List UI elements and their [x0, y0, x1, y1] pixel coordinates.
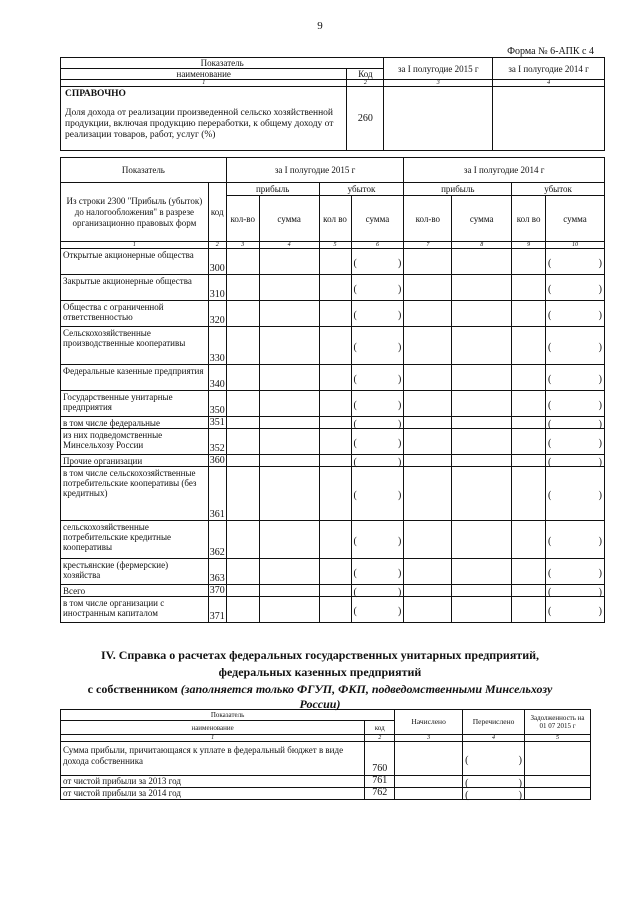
idx-cell: 3 — [226, 242, 259, 249]
open-paren: ( — [548, 437, 552, 449]
reference-cell — [61, 87, 347, 151]
value-cell[interactable] — [259, 327, 319, 365]
row-label: от чистой прибыли за 2013 год — [61, 776, 365, 788]
value-cell[interactable] — [452, 597, 512, 623]
loss-sum-cell[interactable] — [546, 417, 605, 429]
value-cell[interactable] — [226, 365, 259, 391]
form-label: Форма № 6-АПК с 4 — [507, 46, 594, 57]
section4-rows — [61, 742, 591, 800]
open-paren: ( — [465, 777, 469, 789]
open-paren: ( — [353, 283, 357, 295]
value-cell[interactable] — [259, 559, 319, 585]
value-cell[interactable] — [319, 365, 351, 391]
open-paren: ( — [353, 257, 357, 269]
count-header: кол-во — [226, 196, 259, 242]
close-paren: ) — [518, 777, 523, 789]
row-label: Сельскохозяйственные производственные кооперативы — [61, 327, 209, 365]
row-label: Сумма прибыли, причитающаяся к уплате в федеральный бюджет в виде дохода собственника — [61, 742, 365, 776]
table-row — [61, 429, 605, 455]
table-row — [61, 521, 605, 559]
legal-forms-table — [60, 157, 605, 623]
main-rows — [61, 249, 605, 623]
value-cell[interactable] — [512, 327, 546, 365]
loss-sum-cell[interactable] — [351, 365, 404, 391]
h2015-header: за I полугодие 2015 г — [226, 158, 404, 183]
close-paren: ) — [398, 437, 402, 449]
value-cell[interactable] — [512, 275, 546, 301]
idx-cell: 9 — [512, 242, 546, 249]
open-paren: ( — [548, 586, 552, 598]
loss-sum-cell[interactable] — [351, 417, 404, 429]
profit-header: прибыль — [404, 183, 512, 196]
close-paren: ) — [398, 418, 402, 430]
value-cell[interactable] — [404, 559, 452, 585]
idx-cell: 7 — [404, 242, 452, 249]
row-label: от чистой прибыли за 2014 год — [61, 788, 365, 800]
value-cell[interactable] — [226, 391, 259, 417]
close-paren: ) — [598, 437, 602, 449]
loss-sum-cell[interactable] — [546, 301, 605, 327]
idx-cell: 8 — [452, 242, 512, 249]
value-cell[interactable] — [452, 521, 512, 559]
idx-cell: 1 — [61, 242, 209, 249]
close-paren: ) — [398, 257, 402, 269]
value-cell[interactable] — [404, 275, 452, 301]
h2014-header: за I полугодие 2014 г — [404, 158, 605, 183]
value-cell[interactable] — [512, 467, 546, 521]
value-cell[interactable] — [404, 391, 452, 417]
idx-cell: 2 — [208, 242, 226, 249]
table-row — [61, 455, 605, 467]
section4-title-line3: с собственником — [87, 682, 178, 696]
idx-cell: 4 — [463, 735, 525, 742]
value-cell[interactable] — [259, 467, 319, 521]
value-cell[interactable] — [452, 391, 512, 417]
close-paren: ) — [398, 605, 402, 617]
loss-sum-cell[interactable] — [546, 429, 605, 455]
value-cell[interactable] — [512, 455, 546, 467]
value-cell[interactable] — [319, 585, 351, 597]
value-cell[interactable] — [319, 521, 351, 559]
sum-header: сумма — [259, 196, 319, 242]
row-header: Из строки 2300 "Прибыль (убыток) до налогообложения" в разрезе организационно правовых форм — [61, 183, 209, 242]
loss-sum-cell[interactable] — [351, 275, 404, 301]
value-cell[interactable] — [512, 597, 546, 623]
value-cell[interactable] — [226, 455, 259, 467]
open-paren: ( — [353, 535, 357, 547]
open-paren: ( — [548, 535, 552, 547]
row-code: 363 — [208, 559, 226, 585]
value-cell[interactable] — [319, 467, 351, 521]
value-cell[interactable] — [452, 365, 512, 391]
name-header: наименование — [61, 69, 347, 80]
value-cell[interactable] — [259, 275, 319, 301]
value-cell[interactable] — [512, 301, 546, 327]
idx-cell: 1 — [61, 735, 365, 742]
loss-sum-cell[interactable] — [546, 365, 605, 391]
open-paren: ( — [353, 309, 357, 321]
idx-cell: 2 — [347, 80, 384, 87]
value-cell[interactable] — [319, 275, 351, 301]
row-label: в том числе организации с иностранным капиталом — [61, 597, 209, 623]
row-code: 371 — [208, 597, 226, 623]
count-header: кол во — [319, 196, 351, 242]
indicator-header: Показатель — [61, 58, 384, 69]
close-paren: ) — [398, 535, 402, 547]
close-paren: ) — [398, 567, 402, 579]
close-paren: ) — [598, 341, 602, 353]
value-cell[interactable] — [512, 365, 546, 391]
value-cell[interactable] — [452, 585, 512, 597]
value-cell[interactable] — [395, 776, 463, 788]
row-code: 351 — [209, 417, 225, 428]
close-paren: ) — [398, 489, 402, 501]
value-cell[interactable] — [404, 249, 452, 275]
loss-sum-cell[interactable] — [351, 301, 404, 327]
row-code: 310 — [208, 275, 226, 301]
value-cell[interactable] — [259, 417, 319, 429]
page-number: 9 — [317, 20, 323, 32]
count-header: кол-во — [404, 196, 452, 242]
value-cell[interactable] — [525, 776, 591, 788]
close-paren: ) — [398, 309, 402, 321]
transferred-cell[interactable] — [463, 776, 525, 788]
loss-sum-cell[interactable] — [546, 391, 605, 417]
close-paren: ) — [598, 309, 602, 321]
close-paren: ) — [398, 399, 402, 411]
loss-sum-cell[interactable] — [351, 585, 404, 597]
open-paren: ( — [548, 418, 552, 430]
close-paren: ) — [598, 418, 602, 430]
value-cell[interactable] — [259, 585, 319, 597]
count-header: кол во — [512, 196, 546, 242]
row-code: 352 — [208, 429, 226, 455]
value-cell[interactable] — [259, 391, 319, 417]
code-header: код — [365, 721, 395, 735]
close-paren: ) — [518, 754, 523, 766]
open-paren: ( — [353, 437, 357, 449]
loss-sum-cell[interactable] — [546, 275, 605, 301]
value-cell[interactable] — [226, 417, 259, 429]
value-cell[interactable] — [404, 467, 452, 521]
row-label: в том числе сельскохозяйственные потребительские кооперативы (без кредитных) — [61, 467, 209, 521]
value-cell[interactable] — [452, 301, 512, 327]
open-paren: ( — [353, 399, 357, 411]
value-cell[interactable] — [525, 788, 591, 800]
open-paren: ( — [353, 567, 357, 579]
loss-sum-cell[interactable] — [351, 467, 404, 521]
value-cell[interactable] — [452, 429, 512, 455]
table-row — [61, 788, 591, 800]
row-code: 370 — [209, 585, 225, 596]
value-cell[interactable] — [319, 559, 351, 585]
loss-sum-cell[interactable] — [351, 429, 404, 455]
row-code: 320 — [208, 301, 226, 327]
value-cell[interactable] — [384, 87, 493, 151]
value-cell[interactable] — [259, 365, 319, 391]
value-cell[interactable] — [319, 327, 351, 365]
loss-sum-cell[interactable] — [546, 585, 605, 597]
value-cell[interactable] — [404, 521, 452, 559]
value-cell[interactable] — [226, 429, 259, 455]
value-cell[interactable] — [512, 249, 546, 275]
value-cell[interactable] — [452, 327, 512, 365]
close-paren: ) — [598, 605, 602, 617]
value-cell[interactable] — [512, 585, 546, 597]
open-paren: ( — [353, 456, 357, 468]
open-paren: ( — [548, 605, 552, 617]
row-code: 361 — [208, 467, 226, 521]
idx-cell: 1 — [61, 80, 347, 87]
row-label: Общества с ограниченной ответственностью — [61, 301, 209, 327]
value-cell[interactable] — [404, 585, 452, 597]
row-label: сельскохозяйственные потребительские кредитные кооперативы — [61, 521, 209, 559]
close-paren: ) — [598, 489, 602, 501]
row-label: Федеральные казенные предприятия — [61, 365, 209, 391]
table-row — [61, 327, 605, 365]
row-code: 362 — [208, 521, 226, 559]
value-cell[interactable] — [452, 455, 512, 467]
row-code: 360 — [209, 455, 225, 466]
indicator-header: Показатель — [61, 710, 395, 721]
reference-text: Доля дохода от реализации произведенной сельско хозяйственной продукции, включая продукцию переработки, к общему доходу от реализации товаров, работ, услуг (%) — [65, 108, 334, 140]
value-cell[interactable] — [512, 559, 546, 585]
value-cell[interactable] — [512, 417, 546, 429]
row-label: крестьянские (фермерские) хозяйства — [61, 559, 209, 585]
value-cell[interactable] — [259, 521, 319, 559]
close-paren: ) — [398, 341, 402, 353]
idx-cell: 4 — [259, 242, 319, 249]
loss-sum-cell[interactable] — [351, 249, 404, 275]
value-cell[interactable] — [404, 429, 452, 455]
table-row — [61, 597, 605, 623]
row-label: Открытые акционерные общества — [61, 249, 209, 275]
value-cell[interactable] — [525, 742, 591, 776]
reference-code: 260 — [347, 87, 384, 151]
close-paren: ) — [598, 535, 602, 547]
open-paren: ( — [548, 567, 552, 579]
value-cell[interactable] — [452, 417, 512, 429]
loss-sum-cell[interactable] — [546, 249, 605, 275]
sum-header: сумма — [351, 196, 404, 242]
idx-cell: 5 — [525, 735, 591, 742]
profit-header: прибыль — [226, 183, 319, 196]
table-row — [61, 742, 591, 776]
table-row — [61, 301, 605, 327]
value-cell[interactable] — [319, 417, 351, 429]
value-cell[interactable] — [226, 249, 259, 275]
row-label: в том числе федеральные — [61, 417, 209, 429]
debt-header: Задолженность на 01 07 2015 г — [525, 710, 591, 735]
row-label: из них подведомственные Минсельхозу России — [61, 429, 209, 455]
value-cell[interactable] — [259, 455, 319, 467]
value-cell[interactable] — [319, 301, 351, 327]
idx-cell: 2 — [365, 735, 395, 742]
row-label: Прочие организации — [61, 455, 209, 467]
loss-sum-cell[interactable] — [351, 597, 404, 623]
close-paren: ) — [598, 283, 602, 295]
close-paren: ) — [598, 586, 602, 598]
value-cell[interactable] — [404, 301, 452, 327]
table-row — [61, 776, 591, 788]
value-cell[interactable] — [512, 429, 546, 455]
value-cell[interactable] — [404, 327, 452, 365]
open-paren: ( — [548, 283, 552, 295]
section4-title-note: (заполняется только ФГУП, ФКП, подведомственными Минсельхозу России) — [180, 682, 553, 711]
loss-sum-cell[interactable] — [351, 559, 404, 585]
loss-sum-cell[interactable] — [546, 521, 605, 559]
open-paren: ( — [548, 257, 552, 269]
value-cell[interactable] — [452, 275, 512, 301]
open-paren: ( — [353, 605, 357, 617]
value-cell[interactable] — [226, 327, 259, 365]
idx-cell: 3 — [384, 80, 493, 87]
section4-title-line1: IV. Справка о расчетах федеральных государственных унитарных предприятий, — [100, 648, 540, 662]
loss-sum-cell[interactable] — [351, 327, 404, 365]
loss-sum-cell[interactable] — [546, 327, 605, 365]
close-paren: ) — [398, 586, 402, 598]
close-paren: ) — [598, 257, 602, 269]
close-paren: ) — [598, 373, 602, 385]
table-row — [61, 275, 605, 301]
value-cell[interactable] — [226, 275, 259, 301]
name-header: наименование — [61, 721, 365, 735]
open-paren: ( — [353, 418, 357, 430]
loss-header: убыток — [512, 183, 605, 196]
close-paren: ) — [598, 456, 602, 468]
open-paren: ( — [353, 373, 357, 385]
value-cell[interactable] — [226, 301, 259, 327]
open-paren: ( — [465, 789, 469, 801]
transferred-cell[interactable] — [463, 742, 525, 776]
value-cell[interactable] — [226, 559, 259, 585]
idx-cell: 6 — [351, 242, 404, 249]
value-cell[interactable] — [319, 391, 351, 417]
section4-title-block — [0, 682, 640, 712]
close-paren: ) — [598, 399, 602, 411]
loss-sum-cell[interactable] — [351, 391, 404, 417]
value-cell[interactable] — [395, 788, 463, 800]
row-code: 760 — [365, 742, 395, 776]
row-label: Государственные унитарные предприятия — [61, 391, 209, 417]
row-code: 330 — [208, 327, 226, 365]
value-cell[interactable] — [395, 742, 463, 776]
value-cell[interactable] — [404, 455, 452, 467]
open-paren: ( — [548, 489, 552, 501]
idx-cell: 5 — [319, 242, 351, 249]
value-cell[interactable] — [452, 559, 512, 585]
sum-header: сумма — [452, 196, 512, 242]
accrued-header: Начислено — [395, 710, 463, 735]
h2014-header: за I полугодие 2014 г — [493, 58, 605, 80]
close-paren: ) — [518, 789, 523, 801]
open-paren: ( — [353, 341, 357, 353]
row-code: 761 — [365, 776, 395, 788]
close-paren: ) — [398, 456, 402, 468]
value-cell[interactable] — [404, 365, 452, 391]
table-row — [61, 559, 605, 585]
loss-sum-cell[interactable] — [546, 559, 605, 585]
row-label: Закрытые акционерные общества — [61, 275, 209, 301]
value-cell[interactable] — [319, 249, 351, 275]
row-label: Всего — [61, 585, 209, 597]
table-row — [61, 249, 605, 275]
row-code: 300 — [208, 249, 226, 275]
value-cell[interactable] — [259, 301, 319, 327]
section4-title-line2: федеральных казенных предприятий — [218, 665, 422, 679]
transferred-cell[interactable] — [463, 788, 525, 800]
open-paren: ( — [353, 586, 357, 598]
value-cell[interactable] — [452, 467, 512, 521]
value-cell[interactable] — [259, 597, 319, 623]
row-code: 340 — [208, 365, 226, 391]
reference-title: СПРАВОЧНО — [65, 89, 126, 99]
value-cell[interactable] — [226, 597, 259, 623]
close-paren: ) — [398, 283, 402, 295]
open-paren: ( — [548, 341, 552, 353]
open-paren: ( — [548, 399, 552, 411]
open-paren: ( — [548, 373, 552, 385]
value-cell[interactable] — [452, 249, 512, 275]
table-row — [61, 417, 605, 429]
value-cell[interactable] — [319, 455, 351, 467]
table-row — [61, 585, 605, 597]
table-row — [61, 365, 605, 391]
open-paren: ( — [548, 456, 552, 468]
h2015-header: за I полугодие 2015 г — [384, 58, 493, 80]
open-paren: ( — [353, 489, 357, 501]
loss-sum-cell[interactable] — [351, 455, 404, 467]
loss-sum-cell[interactable] — [546, 455, 605, 467]
value-cell[interactable] — [226, 585, 259, 597]
transferred-header: Перечислено — [463, 710, 525, 735]
sum-header: сумма — [546, 196, 605, 242]
value-cell[interactable] — [512, 391, 546, 417]
open-paren: ( — [465, 754, 469, 766]
loss-sum-cell[interactable] — [546, 597, 605, 623]
loss-sum-cell[interactable] — [546, 467, 605, 521]
idx-cell: 3 — [395, 735, 463, 742]
loss-header: убыток — [319, 183, 404, 196]
code-header: код — [208, 183, 226, 242]
row-code: 762 — [365, 788, 395, 800]
value-cell[interactable] — [319, 429, 351, 455]
reference-table — [60, 57, 605, 151]
value-cell[interactable] — [319, 597, 351, 623]
value-cell[interactable] — [226, 467, 259, 521]
code-header: Код — [347, 69, 384, 80]
value-cell[interactable] — [404, 597, 452, 623]
open-paren: ( — [548, 309, 552, 321]
idx-cell: 10 — [546, 242, 605, 249]
close-paren: ) — [398, 373, 402, 385]
owner-settlements-table — [60, 709, 591, 800]
value-cell[interactable] — [226, 521, 259, 559]
value-cell[interactable] — [493, 87, 605, 151]
value-cell[interactable] — [259, 429, 319, 455]
idx-cell: 4 — [493, 80, 605, 87]
table-row — [61, 467, 605, 521]
loss-sum-cell[interactable] — [351, 521, 404, 559]
value-cell[interactable] — [512, 521, 546, 559]
row-code: 350 — [208, 391, 226, 417]
value-cell[interactable] — [404, 417, 452, 429]
indicator-header: Показатель — [61, 158, 227, 183]
close-paren: ) — [598, 567, 602, 579]
value-cell[interactable] — [259, 249, 319, 275]
table-row — [61, 391, 605, 417]
